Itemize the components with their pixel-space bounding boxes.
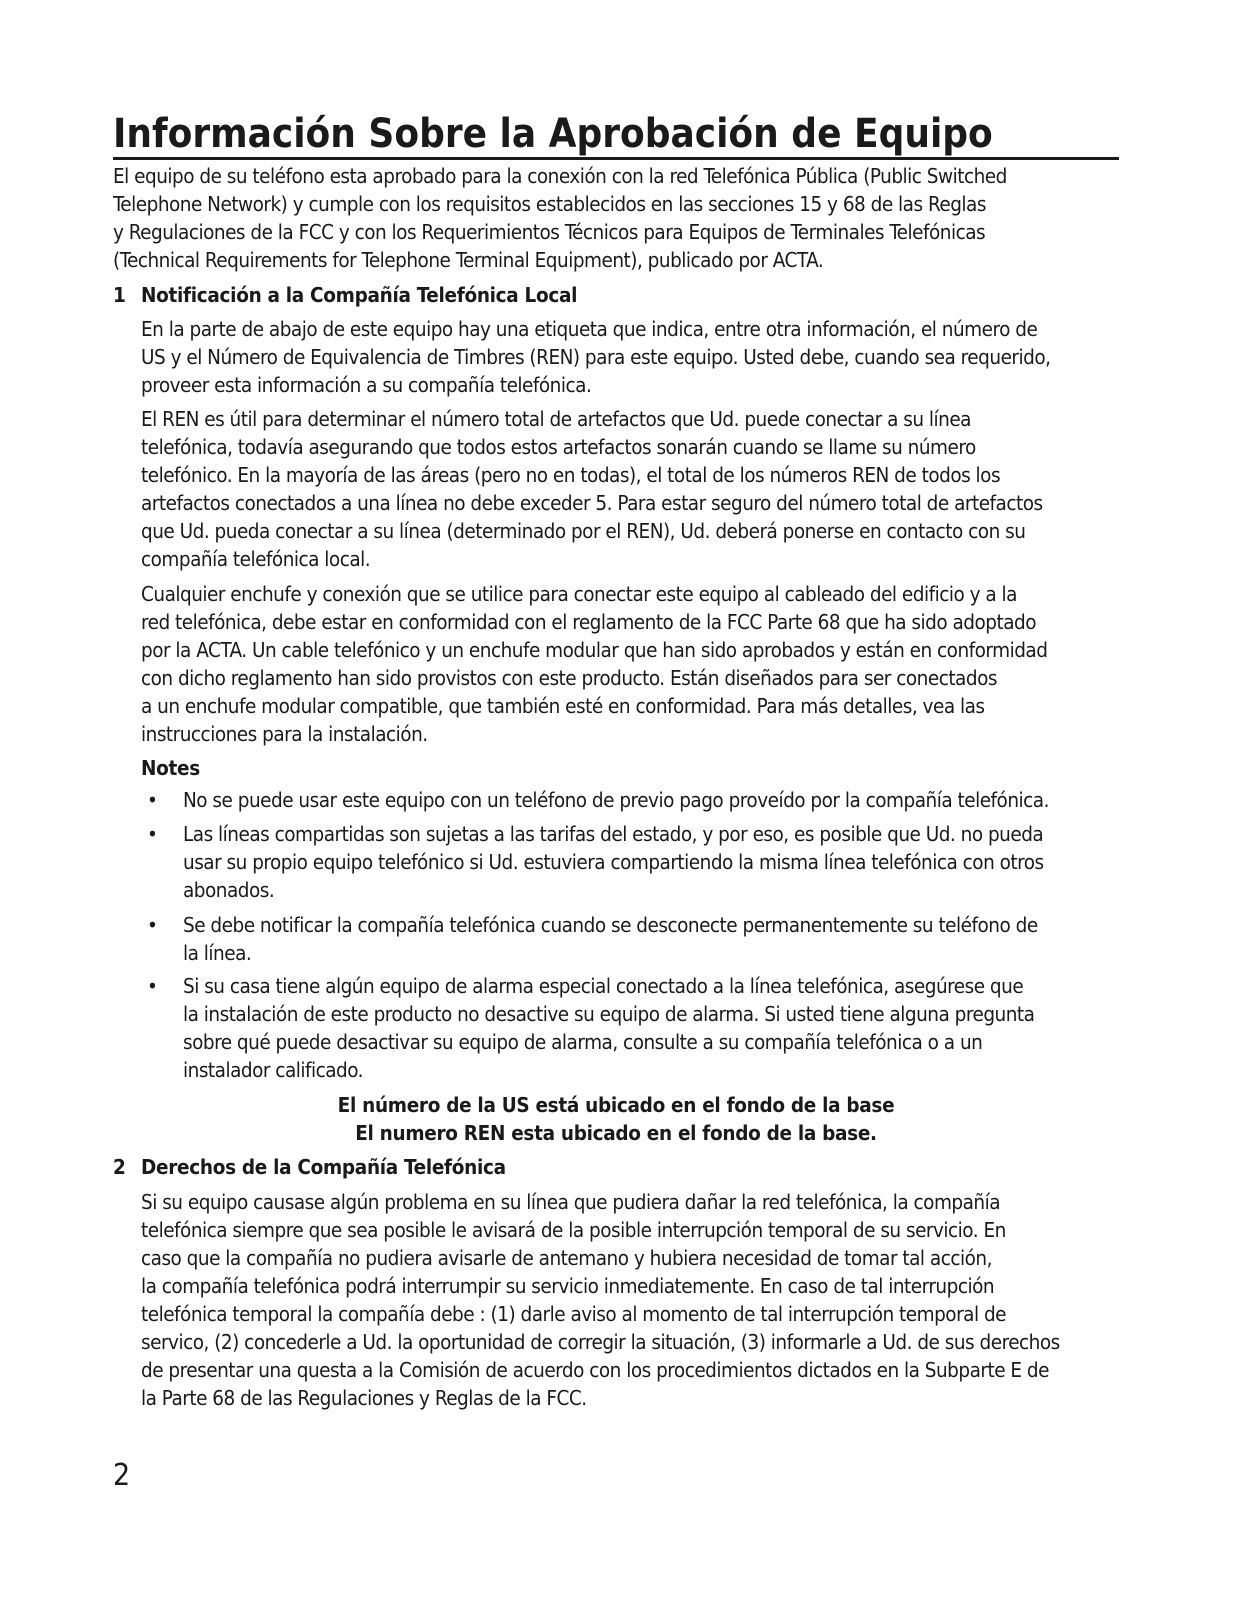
section-1-paragraph-1: [141, 315, 1050, 399]
text-line: de presentar una questa a la Comisión de acuerdo con los procedimientos dictados en la Subparte E de: [141, 1358, 1049, 1382]
bullet-icon: •: [147, 822, 158, 846]
intro-line: Telephone Network) y cumple con los requisitos establecidos en las secciones 15 y 68 de las Reglas: [113, 192, 986, 216]
text-line: la instalación de este producto no desactive su equipo de alarma. Si usted tiene alguna pregunta: [183, 1002, 1035, 1026]
text-line: la compañía telefónica podrá interrumpir su servicio inmediatemente. En caso de tal interrupción: [141, 1274, 995, 1298]
text-line: El REN es útil para determinar el número total de artefactos que Ud. puede conectar a su línea: [141, 407, 971, 431]
text-line: telefónica siempre que sea posible le avisará de la posible interrupción temporal de su servicio. En: [141, 1218, 1006, 1242]
text-line: telefónica temporal la compañía debe : (1) darle aviso al momento de tal interrupción temporal de: [141, 1302, 1007, 1326]
bullet-icon: •: [147, 913, 158, 937]
section-1-heading: [113, 281, 577, 309]
note-item: [183, 820, 1044, 904]
notes-label: Notes: [141, 756, 200, 780]
text-line: No se puede usar este equipo con un teléfono de previo pago proveído por la compañía telefónica.: [183, 788, 1049, 812]
note-item: [183, 911, 1038, 967]
text-line: artefactos conectados a una línea no debe exceder 5. Para estar seguro del número total de artefactos: [141, 491, 1043, 515]
text-line: US y el Número de Equivalencia de Timbres (REN) para este equipo. Usted debe, cuando sea requerido,: [141, 345, 1051, 369]
us-number-location-note: El número de la US está ubicado en el fondo de la base: [337, 1093, 895, 1117]
intro-line: y Regulaciones de la FCC y con los Requerimientos Técnicos para Equipos de Terminales Telefónicas: [113, 220, 986, 244]
text-line: Las líneas compartidas son sujetas a las tarifas del estado, y por eso, es posible que Ud. no pueda: [183, 822, 1044, 846]
bullet-icon: •: [147, 788, 158, 812]
text-line: la línea.: [183, 941, 252, 965]
text-line: a un enchufe modular compatible, que también esté en conformidad. Para más detalles, vea las: [141, 694, 985, 718]
note-item: [183, 786, 1049, 814]
intro-line: (Technical Requirements for Telephone Terminal Equipment), publicado por ACTA.: [113, 248, 824, 272]
page-number: 2: [113, 1458, 131, 1493]
section-2-heading: [113, 1153, 506, 1181]
text-line: Cualquier enchufe y conexión que se utilice para conectar este equipo al cableado del edificio y a la: [141, 582, 1017, 606]
intro-paragraph: [113, 162, 1007, 274]
text-line: caso que la compañía no pudiera avisarle de antemano y hubiera necesidad de tomar tal acción,: [141, 1246, 992, 1270]
text-line: instrucciones para la instalación.: [141, 722, 428, 746]
bullet-icon: •: [147, 974, 158, 998]
section-title: Notificación a la Compañía Telefónica Local: [141, 283, 578, 307]
section-2-paragraph: [141, 1188, 1060, 1412]
title-underline: [113, 157, 1119, 160]
section-number: 1: [113, 283, 126, 307]
section-1-paragraph-3: [141, 580, 1047, 748]
page-title: Información Sobre la Aprobación de Equipo: [113, 111, 993, 157]
text-line: la Parte 68 de las Regulaciones y Reglas de la FCC.: [141, 1386, 587, 1410]
text-line: sobre qué puede desactivar su equipo de alarma, consulte a su compañía telefónica o a un: [183, 1030, 983, 1054]
intro-line: El equipo de su teléfono esta aprobado para la conexión con la red Telefónica Pública (Public Switched: [113, 164, 1007, 188]
section-1-paragraph-2: [141, 405, 1043, 573]
section-title: Derechos de la Compañía Telefónica: [141, 1155, 506, 1179]
text-line: En la parte de abajo de este equipo hay una etiqueta que indica, entre otra información, el número de: [141, 317, 1038, 341]
text-line: Se debe notificar la compañía telefónica cuando se desconecte permanentemente su teléfono de: [183, 913, 1038, 937]
text-line: compañía telefónica local.: [141, 547, 371, 571]
text-line: red telefónica, debe estar en conformidad con el reglamento de la FCC Parte 68 que ha sido adoptado: [141, 610, 1037, 634]
text-line: usar su propio equipo telefónico si Ud. estuviera compartiendo la misma línea telefónica con otros: [183, 850, 1044, 874]
text-line: por la ACTA. Un cable telefónico y un enchufe modular que han sido aprobados y están en conformidad: [141, 638, 1048, 662]
text-line: con dicho reglamento han sido provistos con este producto. Están diseñados para ser conectados: [141, 666, 997, 690]
text-line: que Ud. pueda conectar a su línea (determinado por el REN), Ud. deberá ponerse en contacto con su: [141, 519, 1026, 543]
text-line: telefónico. En la mayoría de las áreas (pero no en todas), el total de los números REN de todos los: [141, 463, 1001, 487]
ren-number-location-note: El numero REN esta ubicado en el fondo de la base.: [355, 1121, 877, 1145]
text-line: abonados.: [183, 878, 275, 902]
text-line: Si su casa tiene algún equipo de alarma especial conectado a la línea telefónica, asegúrese que: [183, 974, 1024, 998]
section-number: 2: [113, 1155, 126, 1179]
text-line: servico, (2) concederle a Ud. la oportunidad de corregir la situación, (3) informarle a Ud. de sus derechos: [141, 1330, 1060, 1354]
text-line: Si su equipo causase algún problema en su línea que pudiera dañar la red telefónica, la compañía: [141, 1190, 1001, 1214]
text-line: telefónica, todavía asegurando que todos estos artefactos sonarán cuando se llame su número: [141, 435, 976, 459]
text-line: instalador calificado.: [183, 1058, 364, 1082]
note-item: [183, 972, 1034, 1084]
text-line: proveer esta información a su compañía telefónica.: [141, 373, 592, 397]
